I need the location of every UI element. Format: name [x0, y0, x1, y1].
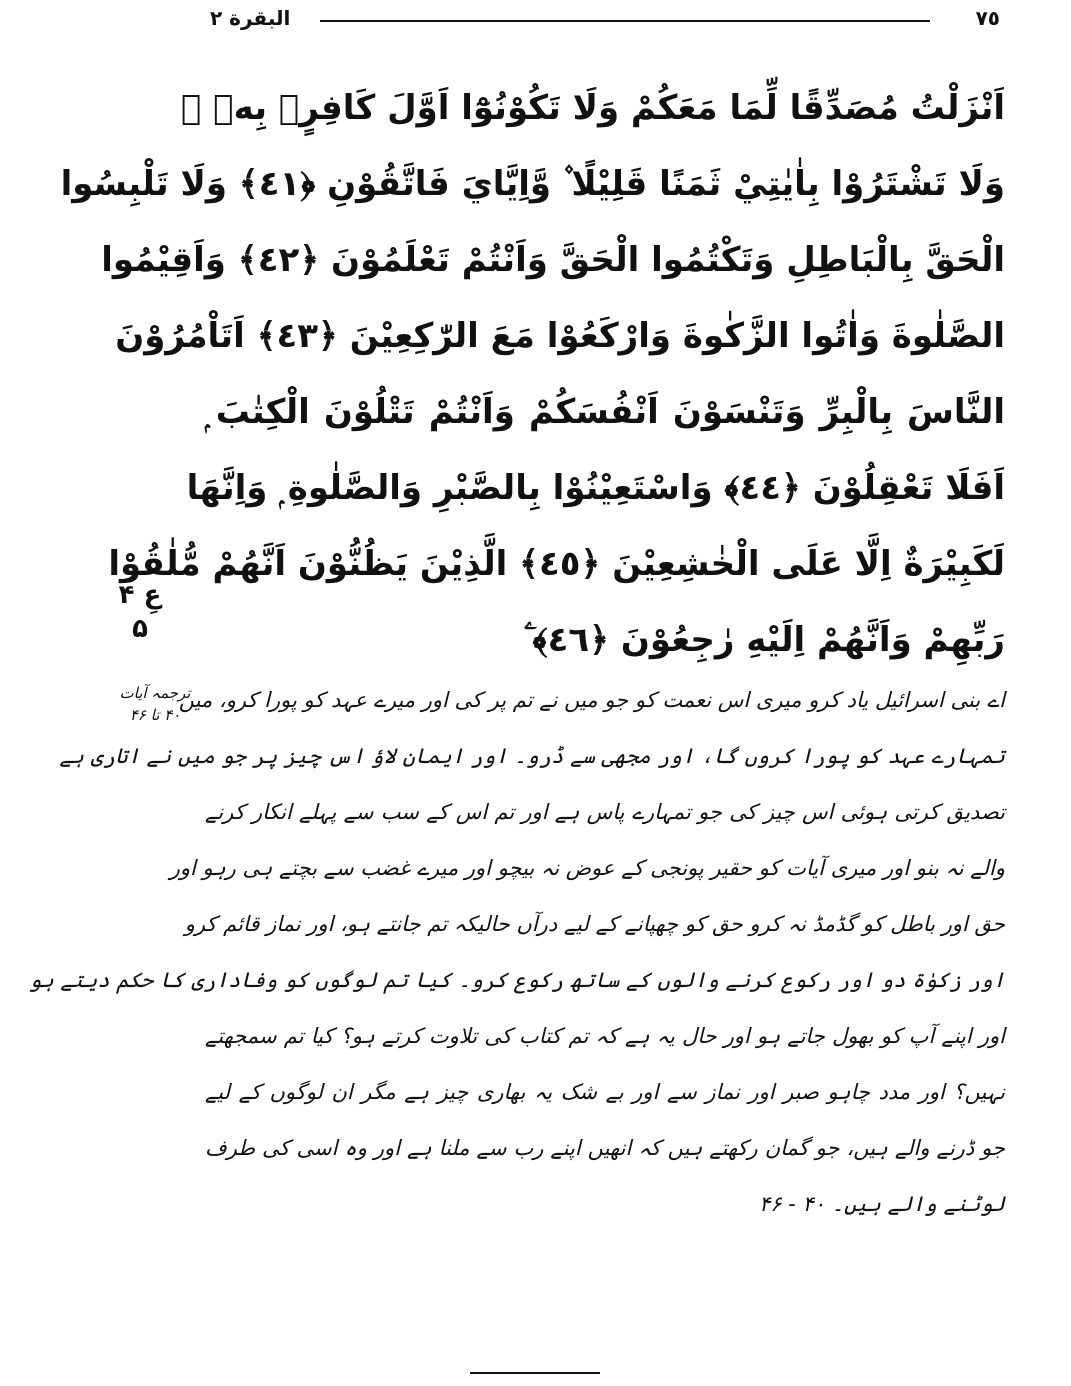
urdu-line: اے بنی اسرائیل یاد کرو میری اس نعمت کو جو میں نے تم پر کی اور میرے عہد کو پورا کرو، میں	[178, 688, 1005, 712]
arabic-line: لَكَبِيْرَةٌ اِلَّا عَلَى الْخٰشِعِيْنَ ﴿٤٥﴾ الَّذِيْنَ يَظُنُّوْنَ اَنَّهُمْ مُّلٰقُوْا	[108, 544, 1005, 584]
urdu-line: تمہارے عہد کو پورا کروں گا، اور مجھی سے ڈرو۔ اور ایمان لاؤ اس چیز پر جو میں نے اتاری ہے	[59, 744, 1005, 768]
arabic-line: الصَّلٰوةَ وَاٰتُوا الزَّكٰوةَ وَارْكَعُوْا مَعَ الرّٰكِعِيْنَ ﴿٤٣﴾ اَتَاْمُرُوْنَ	[115, 316, 1005, 356]
urdu-line: نہیں؟ اور مدد چاہو صبر اور نماز سے اور بے شک یہ بھاری چیز ہے مگر ان لوگوں کے لیے	[205, 1080, 1005, 1104]
page-header	[210, 6, 1000, 34]
urdu-line: حق اور باطل کو گڈمڈ نہ کرو حق کو چھپانے کے لیے درآں حالیکہ تم جانتے ہو، اور نماز قائم کرو	[184, 912, 1005, 936]
arabic-line: اَفَلَا تَعْقِلُوْنَ ﴿٤٤﴾ وَاسْتَعِيْنُوْا بِالصَّبْرِ وَالصَّلٰوةِ ۭ وَاِنَّهَا	[186, 468, 1005, 508]
urdu-line: لوٹنے والے ہیں۔ ۴۰ - ۴۶	[758, 1192, 1005, 1216]
arabic-line: النَّاسَ بِالْبِرِّ وَتَنْسَوْنَ اَنْفُسَكُمْ وَاَنْتُمْ تَتْلُوْنَ الْكِتٰبَ ۭ	[205, 392, 1005, 432]
page-number: ٧٥	[975, 6, 1000, 30]
footer-rule	[470, 1372, 600, 1374]
urdu-line: اور زکوٰۃ دو اور رکوع کرنے والوں کے ساتھ رکوع کرو۔ کیا تم لوگوں کو وفاداری کا حکم دیتے ہو	[29, 968, 1005, 992]
ruku-marker: عِ ۴ ۵	[118, 580, 162, 644]
arabic-line: رَبِّهِمْ وَاَنَّهُمْ اِلَيْهِ رٰجِعُوْنَ ﴿٤٦﴾ ۧ	[524, 620, 1005, 660]
translation-label: ترجمہ آیات	[119, 684, 191, 702]
verse-range: ۴۰ تا ۴۶	[129, 706, 181, 724]
urdu-line: والے نہ بنو اور میری آیات کو حقیر پونجی کے عوض نہ بیچو اور میرے غضب سے بچتے ہی رہو اور	[169, 856, 1005, 880]
arabic-line: وَلَا تَشْتَرُوْا بِاٰيٰتِيْ ثَمَنًا قَلِيْلًا ۫ وَّاِيَّايَ فَاتَّقُوْنِ ﴿٤١﴾ وَلَا تَلْبِسُوا	[60, 164, 1005, 204]
arabic-line: اَنْزَلْتُ مُصَدِّقًا لِّمَا مَعَكُمْ وَلَا تَكُوْنُوْٓا اَوَّلَ كَافِرٍۢ بِهٖ ۠	[181, 88, 1005, 128]
urdu-line: اور اپنے آپ کو بھول جاتے ہو اور حال یہ ہے کہ تم کتاب کی تلاوت کرتے ہو؟ کیا تم سمجھتے	[205, 1024, 1005, 1048]
arabic-line: الْحَقَّ بِالْبَاطِلِ وَتَكْتُمُوا الْحَقَّ وَاَنْتُمْ تَعْلَمُوْنَ ﴿٤٢﴾ وَاَقِيْمُوا	[101, 240, 1005, 280]
header-rule	[320, 20, 930, 22]
urdu-line: تصدیق کرتی ہوئی اس چیز کی جو تمہارے پاس ہے اور تم اس کے سب سے پہلے انکار کرنے	[205, 800, 1005, 824]
urdu-line: جو ڈرنے والے ہیں، جو گمان رکھتے ہیں کہ انھیں اپنے رب سے ملنا ہے اور وہ اسی کی طرف	[205, 1136, 1005, 1160]
surah-title: البقرة ٢	[210, 6, 291, 30]
